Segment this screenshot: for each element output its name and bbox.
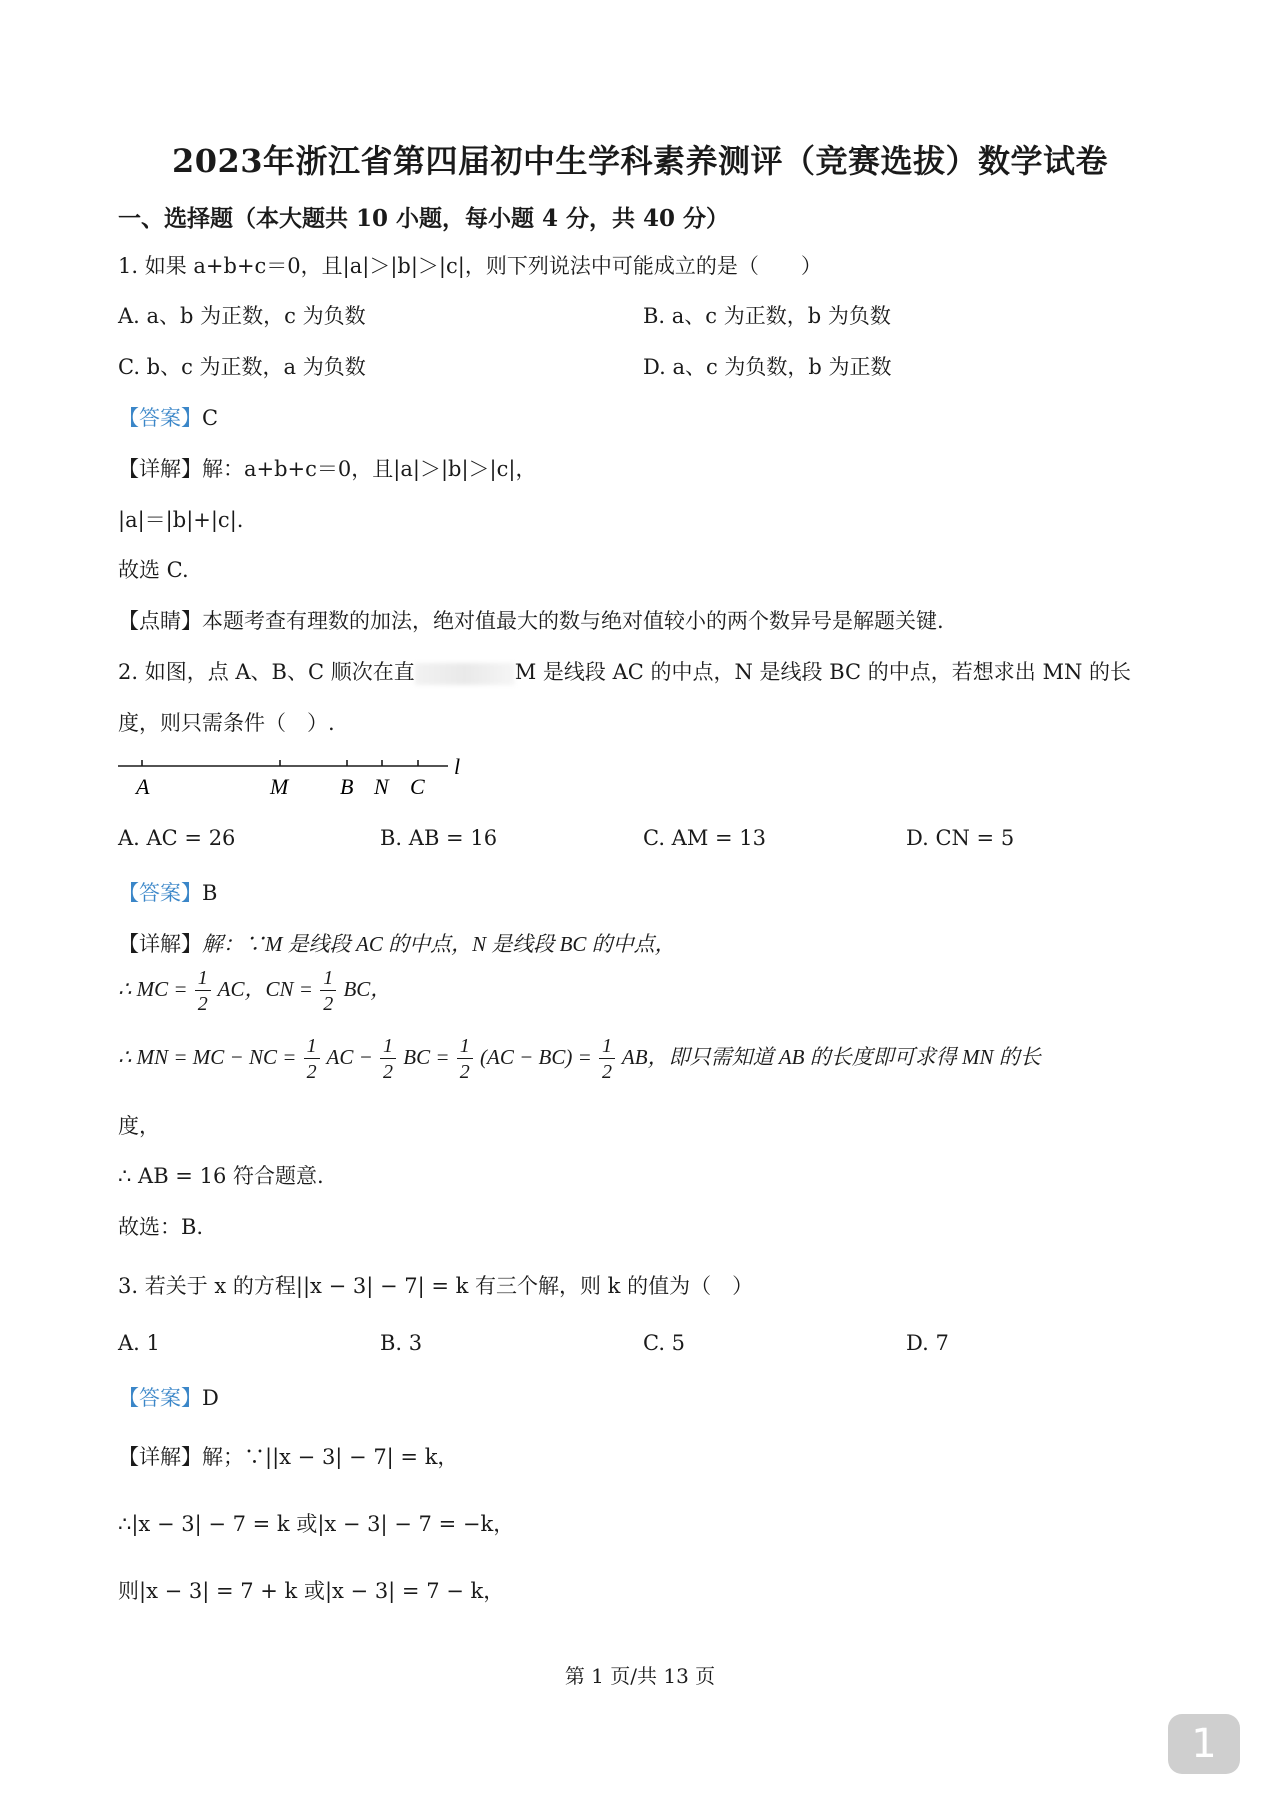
fraction-half [320,968,336,1014]
q2-option-c: C. AM = 13 [643,826,767,850]
q3-option-b: B. 3 [380,1331,423,1355]
q1-option-c: C. b、c 为正数，a 为负数 [118,355,366,379]
label-c: C [410,774,425,799]
q2-stem [118,656,1131,686]
q3-detail-1 [118,1441,458,1471]
q3-option-a: A. 1 [118,1331,160,1355]
q1-answer [118,402,218,432]
q2-detail-2c: BC， [343,976,392,1001]
frac-num: 1 [380,1036,396,1059]
q1-detail-1 [118,453,536,483]
q2-detail-3e: AB，即只需知道 AB 的长度即可求得 MN 的长 [621,1044,1041,1069]
frac-den: 2 [383,1061,394,1083]
q2-detail-2b: AC，CN = [217,976,313,1001]
q3-detail-3: 则|x − 3| = 7 + k 或|x − 3| = 7 − k， [118,1579,505,1603]
note-tag: 【点睛】 [118,609,202,633]
q2-stem-b: M 是线段 AC 的中点，N 是线段 BC 的中点，若想求出 MN 的长 [514,660,1132,684]
q2-detail-4: 度， [118,1114,160,1138]
answer-tag: 【答案】 [118,406,202,430]
q1-stem: 1. 如果 a+b+c＝0，且|a|＞|b|＞|c|，则下列说法中可能成立的是（ ） [118,254,822,278]
line-segment-figure [112,752,472,804]
q2-detail-2 [118,968,391,1014]
q2-detail-3c: BC = [403,1044,450,1069]
frac-num: 1 [304,1036,320,1059]
q2-stem-c: 度，则只需条件（ ）. [118,711,335,735]
fraction-half [304,1036,320,1082]
q3-answer [118,1382,219,1412]
q2-detail-3d: (AC − BC) = [480,1044,592,1069]
frac-den: 2 [602,1061,613,1083]
q3-detail-1-text: 解；∵||x − 3| − 7| = k， [202,1445,459,1469]
label-b: B [340,774,354,799]
fraction-half [195,968,211,1014]
q1-note-text: 本题考查有理数的加法，绝对值最大的数与绝对值较小的两个数异号是解题关键. [202,609,944,633]
q3-option-d: D. 7 [906,1331,949,1355]
answer-tag: 【答案】 [118,881,202,905]
q2-detail-1 [118,928,676,958]
answer-tag: 【答案】 [118,1386,202,1410]
label-m: M [270,774,289,799]
frac-den: 2 [323,993,334,1015]
label-n: N [374,774,389,799]
exam-title: 2023年浙江省第四届初中生学科素养测评（竞赛选拔）数学试卷 [171,142,1109,180]
section-title: 一、选择题（本大题共 10 小题，每小题 4 分，共 40 分） [118,205,730,232]
redacted-blur [415,663,515,685]
fraction-half [599,1036,615,1082]
frac-den: 2 [306,1061,317,1083]
q2-detail-3 [118,1036,1041,1082]
q3-detail-2: ∴|x − 3| − 7 = k 或|x − 3| − 7 = −k， [118,1512,515,1536]
q2-detail-2a: ∴ MC = [118,976,188,1001]
frac-num: 1 [599,1036,615,1059]
q2-option-a: A. AC = 26 [118,826,236,850]
q3-answer-value: D [202,1386,219,1410]
fraction-half [380,1036,396,1082]
q2-detail-1-text: 解：∵M 是线段 AC 的中点，N 是线段 BC 的中点， [202,932,676,956]
q1-detail-2: |a|＝|b|+|c|. [118,508,244,532]
q1-detail-3: 故选 C. [118,558,189,582]
detail-tag: 【详解】 [118,932,202,956]
q2-answer-value: B [202,881,218,905]
detail-tag: 【详解】 [118,1445,202,1469]
q2-stem-a: 2. 如图，点 A、B、C 顺次在直 [118,660,415,684]
frac-den: 2 [459,1061,470,1083]
frac-den: 2 [197,993,208,1015]
q2-detail-6: 故选：B. [118,1215,204,1239]
q1-note [118,605,944,635]
label-l: l [454,754,461,779]
frac-num: 1 [320,968,336,991]
q2-detail-5: ∴ AB = 16 符合题意. [118,1164,324,1188]
frac-num: 1 [195,968,211,991]
q3-stem: 3. 若关于 x 的方程||x − 3| − 7| = k 有三个解，则 k 的值为（ ） [118,1274,754,1298]
detail-tag: 【详解】 [118,457,202,481]
q1-option-d: D. a、c 为负数，b 为正数 [643,355,892,379]
page-footer: 第 1 页/共 13 页 [564,1664,716,1688]
q1-answer-value: C [202,406,219,430]
q2-option-d: D. CN = 5 [906,826,1015,850]
q2-answer [118,877,217,907]
q2-detail-3a: ∴ MN = MC − NC = [118,1044,297,1069]
q1-option-b: B. a、c 为正数，b 为负数 [643,304,891,328]
fraction-half [457,1036,473,1082]
frac-num: 1 [457,1036,473,1059]
q1-option-a: A. a、b 为正数，c 为负数 [118,304,366,328]
label-a: A [136,774,150,799]
q2-detail-3b: AC − [326,1044,373,1069]
q2-option-b: B. AB = 16 [380,826,498,850]
q3-option-c: C. 5 [643,1331,686,1355]
page-number-badge[interactable]: 1 [1168,1714,1240,1774]
q1-detail-1-text: 解：a+b+c＝0，且|a|＞|b|＞|c|， [202,457,537,481]
